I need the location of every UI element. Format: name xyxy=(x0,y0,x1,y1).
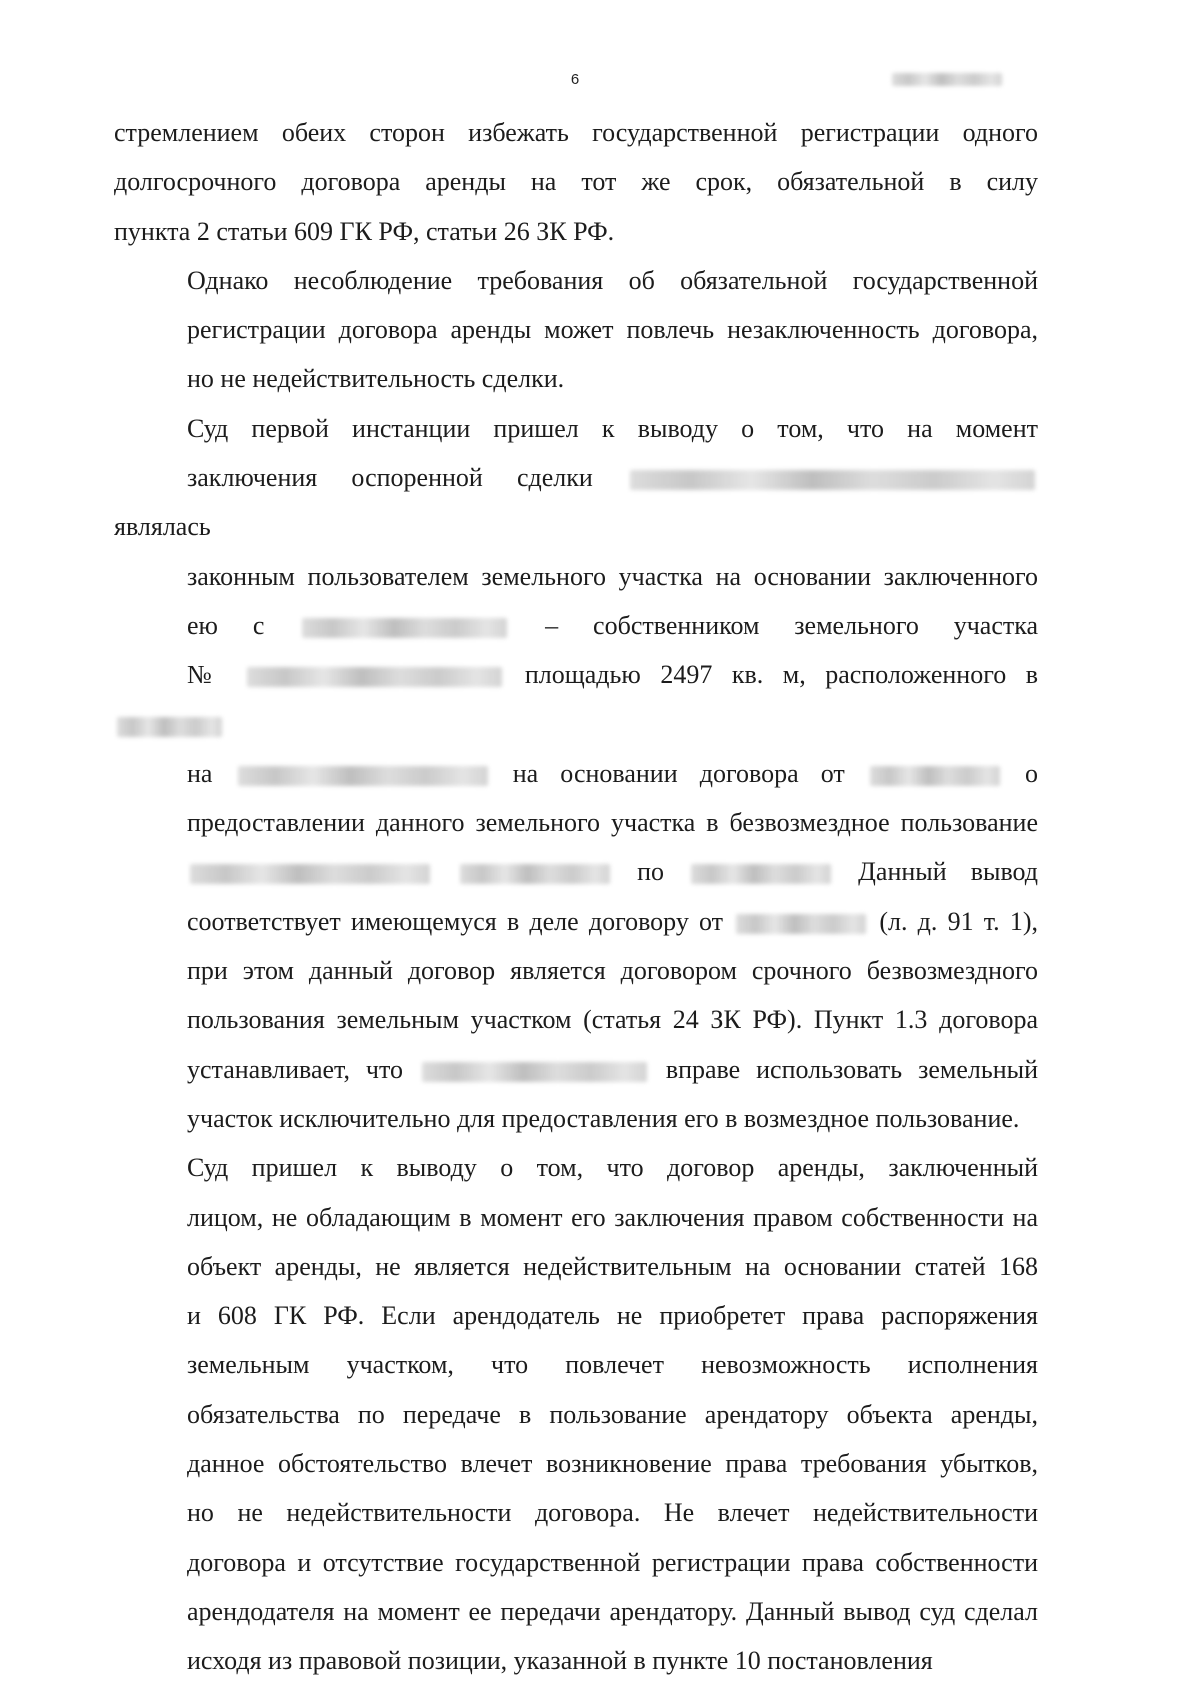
text-segment: Однако несоблюдение требования об обязательной государственной xyxy=(187,265,1038,295)
text-segment: исходя из правовой позиции, указанной в пункте 10 постановления xyxy=(187,1646,933,1676)
text-line xyxy=(114,1538,1038,1587)
text-line xyxy=(114,798,1038,847)
redacted-block xyxy=(870,766,1000,786)
text-line xyxy=(114,256,1038,305)
text-segment: но не недействительность сделки. xyxy=(187,364,565,394)
text-segment: – собственником земельного участка xyxy=(545,610,1039,640)
text-line xyxy=(114,995,1038,1044)
page-number: 6 xyxy=(570,71,580,88)
text-line xyxy=(114,749,1038,798)
text-line xyxy=(114,897,1038,946)
text-segment: площадью 2497 кв. м, расположенного в xyxy=(524,660,1038,690)
redacted-block xyxy=(190,864,430,884)
redacted-block xyxy=(302,618,507,638)
paragraph xyxy=(114,256,1038,404)
text-line xyxy=(114,650,1038,749)
text-segment: лицом, не обладающим в момент его заключения правом собственности на xyxy=(187,1202,1038,1232)
text-line xyxy=(114,1390,1038,1439)
text-segment: регистрации договора аренды может повлечь незаключенность договора, xyxy=(187,315,1038,345)
text-line xyxy=(114,1242,1038,1291)
text-segment: стремлением обеих сторон избежать государственной регистрации одного xyxy=(114,118,1038,147)
text-segment: являлась xyxy=(114,512,211,542)
text-segment: Суд пришел к выводу о том, что договор аренды, заключенный xyxy=(187,1153,1038,1183)
text-segment: (л. д. 91 т. 1), xyxy=(879,906,1038,936)
text-line xyxy=(114,601,1038,650)
text-line xyxy=(114,1587,1038,1636)
text-segment: обязательства по передаче в пользование арендатору объекта аренды, xyxy=(187,1399,1038,1429)
text-segment: при этом данный договор является договором срочного безвозмездного xyxy=(187,956,1038,986)
paragraph xyxy=(114,1143,1038,1685)
text-segment: объект аренды, не является недействительным на основании статей 168 xyxy=(187,1251,1038,1281)
text-segment: о xyxy=(1025,758,1039,788)
redacted-block xyxy=(691,864,831,884)
text-segment: соответствует имеющемуся в деле договору от xyxy=(187,906,724,936)
text-segment: на основании договора от xyxy=(512,758,845,788)
text-line xyxy=(114,1488,1038,1537)
text-line xyxy=(114,1193,1038,1242)
text-line xyxy=(114,552,1038,601)
document-body xyxy=(114,108,1038,1686)
text-segment: данное обстоятельство влечет возникновение права требования убытков, xyxy=(187,1449,1038,1479)
redacted-block xyxy=(460,864,610,884)
text-segment: заключения оспоренной сделки xyxy=(187,463,593,493)
text-segment: ею с xyxy=(187,610,265,640)
text-segment: по xyxy=(637,857,665,887)
redacted-block xyxy=(247,667,502,687)
redacted-block xyxy=(117,717,222,737)
text-segment: пользования земельным участком (статья 24 ЗК РФ). Пункт 1.3 договора xyxy=(187,1005,1038,1035)
text-segment: земельным участком, что повлечет невозможность исполнения xyxy=(187,1350,1038,1380)
text-segment: договора и отсутствие государственной регистрации права собственности xyxy=(187,1547,1038,1577)
text-segment: законным пользователем земельного участка на основании заключенного xyxy=(187,561,1038,591)
text-line xyxy=(114,157,1038,206)
text-segment: Данный вывод xyxy=(858,857,1039,887)
redacted-block xyxy=(238,766,488,786)
text-line xyxy=(114,1340,1038,1389)
text-segment: вправе использовать земельный xyxy=(665,1054,1038,1084)
text-line xyxy=(114,354,1038,403)
text-segment: арендодателя на момент ее передачи арендатору. Данный вывод суд сделал xyxy=(187,1596,1038,1626)
text-line xyxy=(114,207,1038,256)
text-segment: предоставлении данного земельного участка в безвозмездное пользование xyxy=(187,808,1038,838)
text-line xyxy=(114,453,1038,552)
text-line xyxy=(114,1045,1038,1094)
text-line xyxy=(114,1291,1038,1340)
text-segment: пункта 2 статьи 609 ГК РФ, статьи 26 ЗК РФ. xyxy=(114,216,615,246)
redacted-block xyxy=(630,470,1035,490)
text-line xyxy=(114,946,1038,995)
paragraph xyxy=(114,108,1038,256)
text-segment: на xyxy=(187,758,213,788)
text-segment: долгосрочного договора аренды на тот же срок, обязательной в силу xyxy=(114,167,1038,197)
text-segment: Суд первой инстанции пришел к выводу о том, что на момент xyxy=(187,413,1038,443)
redacted-block xyxy=(736,914,866,934)
text-segment: устанавливает, что xyxy=(187,1054,403,1084)
text-line xyxy=(114,1143,1038,1192)
text-segment: № xyxy=(187,660,225,690)
text-line xyxy=(114,1094,1038,1143)
redacted-header-block xyxy=(892,73,1002,86)
text-line xyxy=(114,847,1038,896)
text-segment: и 608 ГК РФ. Если арендодатель не приобретет права распоряжения xyxy=(187,1301,1038,1331)
text-segment: участок исключительно для предоставления его в возмездное пользование. xyxy=(187,1103,1020,1133)
text-line xyxy=(114,404,1038,453)
text-line xyxy=(114,305,1038,354)
redacted-block xyxy=(422,1062,647,1082)
text-line xyxy=(114,108,1038,157)
text-segment: но не недействительности договора. Не влечет недействительности xyxy=(187,1498,1038,1528)
text-line xyxy=(114,1636,1038,1685)
paragraph xyxy=(114,404,1038,1143)
text-line xyxy=(114,1439,1038,1488)
